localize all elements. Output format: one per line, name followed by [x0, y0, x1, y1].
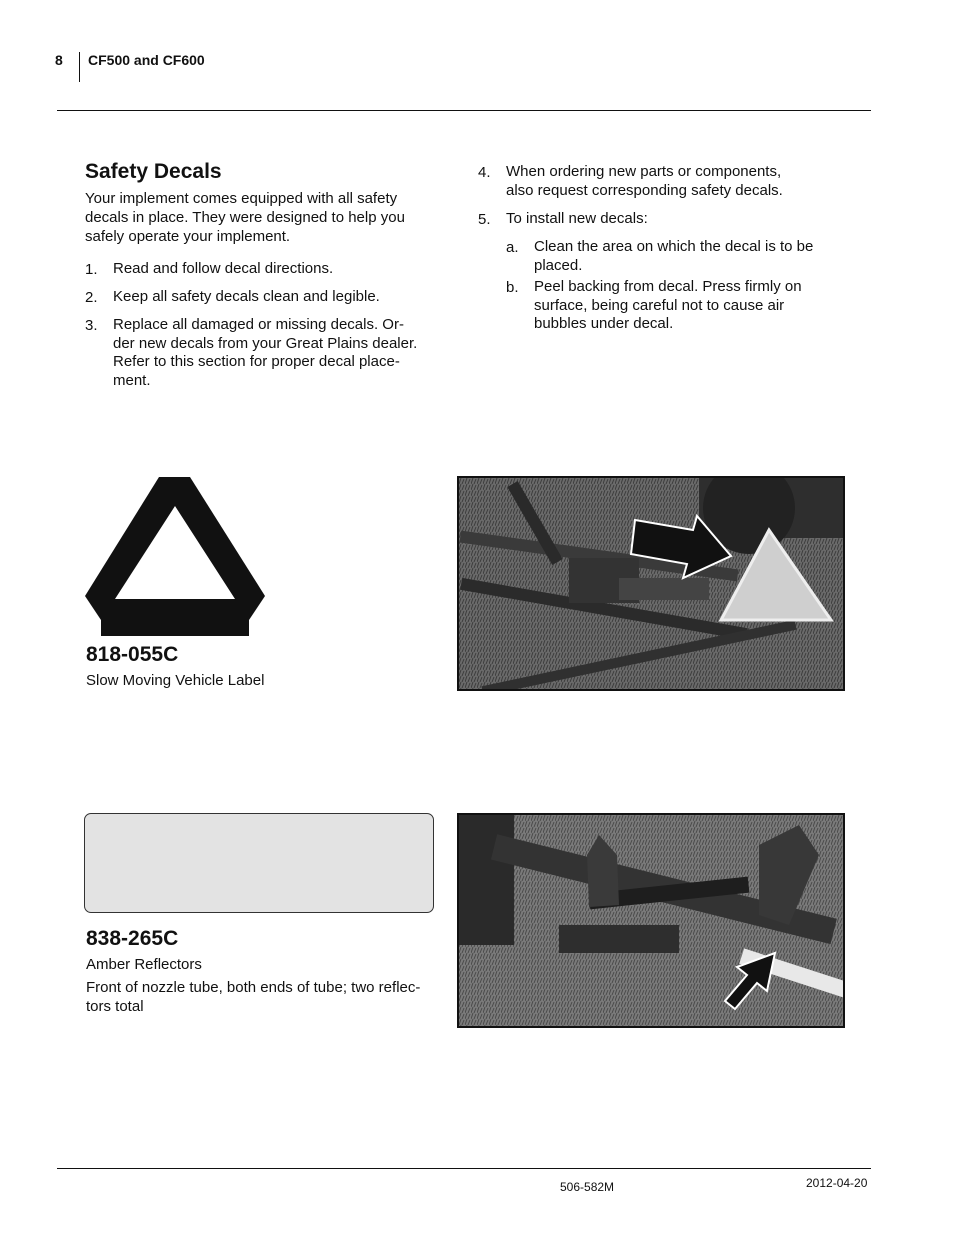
intro-line: decals in place. They were designed to help you	[85, 209, 405, 226]
step-line: To install new decals:	[506, 210, 648, 227]
step-text	[113, 316, 433, 390]
substep-text	[534, 238, 813, 275]
note-line: tors total	[86, 998, 144, 1015]
step-line: also request corresponding safety decals.	[506, 181, 783, 199]
section-heading: Safety Decals	[85, 160, 222, 183]
step-line: ment.	[113, 371, 151, 389]
document-number: 506-582M	[560, 1180, 615, 1194]
step-line: When ordering new parts or components,	[506, 163, 782, 180]
decal-code: 838-265C	[86, 927, 179, 950]
substep-line: bubbles under decal.	[534, 315, 674, 332]
decal-caption: Amber Reflectors	[86, 956, 202, 973]
publication-date: 2012-04-20	[806, 1176, 868, 1190]
step-number: 3.	[85, 317, 98, 334]
decal-placement-note	[86, 978, 436, 1016]
note-line: Front of nozzle tube, both ends of tube; two reflec-	[86, 979, 421, 996]
slow-moving-vehicle-triangle-icon	[84, 476, 266, 638]
step-line: Read and follow decal directions.	[113, 260, 334, 277]
substep-line: placed.	[534, 256, 583, 274]
step-line: der new decals from your Great Plains dealer.	[113, 334, 418, 352]
page-number: 8	[55, 52, 63, 68]
step-text	[113, 260, 333, 279]
step-number: 2.	[85, 289, 98, 306]
decal-location-photo-reflectors	[457, 813, 845, 1028]
intro-paragraph	[85, 189, 430, 246]
step-line: Replace all damaged or missing decals. Or-	[113, 316, 404, 333]
step-number: 4.	[478, 164, 491, 181]
step-text	[113, 288, 380, 307]
amber-reflector-icon	[84, 813, 434, 913]
substep-letter: a.	[506, 239, 519, 256]
step-number: 5.	[478, 211, 491, 228]
decal-caption: Slow Moving Vehicle Label	[86, 672, 265, 689]
footer-rule	[57, 1168, 871, 1169]
step-text	[506, 163, 783, 200]
decal-location-photo-smv	[457, 476, 845, 691]
intro-line: safely operate your implement.	[85, 228, 291, 245]
step-number: 1.	[85, 261, 98, 278]
substep-line: Clean the area on which the decal is to be	[534, 238, 814, 255]
header-divider	[79, 52, 80, 82]
substep-text	[534, 278, 802, 334]
substep-line: Peel backing from decal. Press firmly on	[534, 278, 802, 295]
document-title: CF500 and CF600	[88, 52, 205, 68]
substep-line: surface, being careful not to cause air	[534, 296, 785, 314]
step-text	[506, 210, 648, 229]
substep-letter: b.	[506, 279, 519, 296]
step-line: Keep all safety decals clean and legible.	[113, 288, 380, 305]
step-line: Refer to this section for proper decal place-	[113, 353, 400, 370]
header-rule	[57, 110, 871, 111]
decal-code: 818-055C	[86, 643, 179, 666]
intro-line: Your implement comes equipped with all safety	[85, 190, 398, 207]
